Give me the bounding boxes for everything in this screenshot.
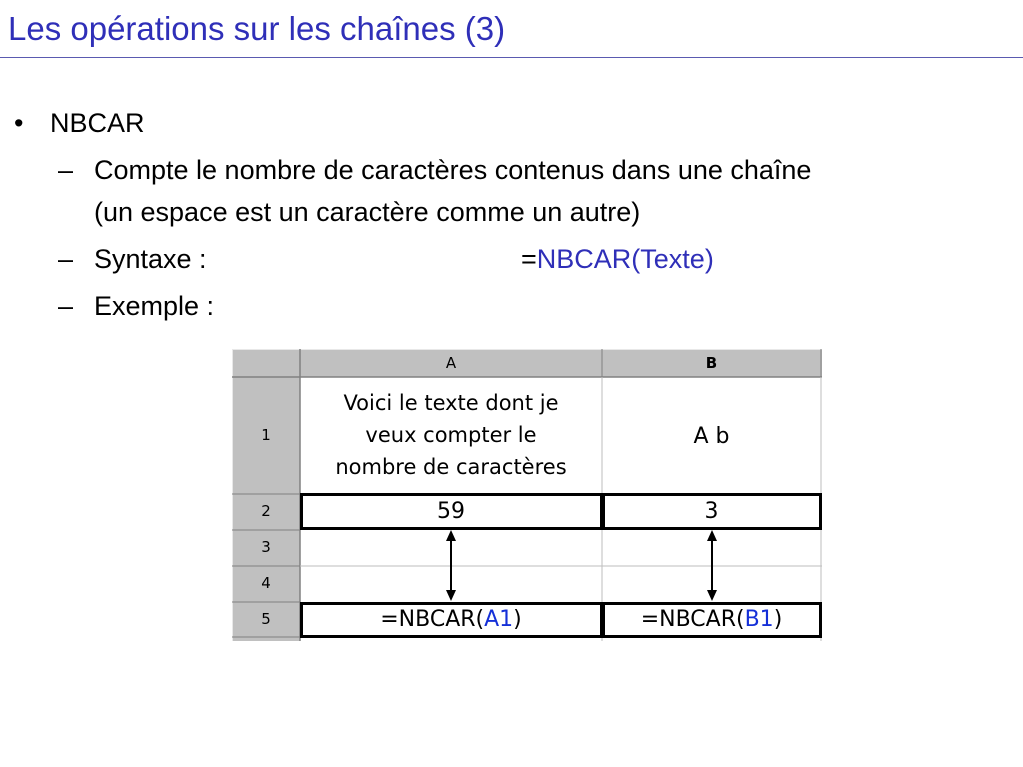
row-header-4[interactable]: 4 bbox=[261, 574, 271, 592]
title-divider bbox=[0, 57, 1023, 58]
syntax-formula bbox=[521, 246, 714, 273]
cell-a5 bbox=[300, 609, 602, 631]
formula-reference: A1 bbox=[484, 607, 514, 632]
arrow-up-icon bbox=[707, 530, 717, 541]
column-header-b[interactable]: B bbox=[705, 354, 718, 372]
row-header-1[interactable]: 1 bbox=[261, 426, 271, 444]
formula-reference: B1 bbox=[744, 607, 774, 632]
arrow-down-icon bbox=[707, 590, 717, 601]
dash-marker: – bbox=[58, 244, 74, 274]
row-header-3[interactable]: 3 bbox=[261, 538, 271, 556]
syntax-label: Syntaxe : bbox=[94, 244, 207, 274]
formula-suffix: ) bbox=[513, 607, 522, 632]
example-label: Exemple : bbox=[94, 291, 215, 321]
row-header-bar bbox=[232, 349, 300, 641]
cell-a1-line-2: veux compter le bbox=[365, 423, 537, 447]
cell-b1: A b bbox=[693, 424, 730, 449]
spreadsheet-example bbox=[232, 349, 822, 641]
syntax-equals: = bbox=[521, 244, 537, 274]
description-line-1: Compte le nombre de caractères contenus dans une chaîne bbox=[94, 155, 812, 185]
arrow-down-icon bbox=[446, 590, 456, 601]
description-line-2: (un espace est un caractère comme un autre) bbox=[94, 197, 641, 227]
bullet-marker: • bbox=[14, 108, 24, 138]
row-header-2[interactable]: 2 bbox=[261, 502, 271, 520]
formula-prefix: =NBCAR( bbox=[380, 607, 485, 632]
row-header-5[interactable]: 5 bbox=[261, 610, 271, 628]
slide-title: Les opérations sur les chaînes (3) bbox=[8, 10, 506, 47]
syntax-function: NBCAR(Texte) bbox=[536, 244, 714, 274]
dash-marker: – bbox=[58, 155, 74, 185]
formula-prefix: =NBCAR( bbox=[640, 607, 745, 632]
cell-b5 bbox=[602, 609, 821, 631]
arrow-up-icon bbox=[446, 530, 456, 541]
column-header-a[interactable]: A bbox=[445, 354, 457, 372]
cell-a1-line-1: Voici le texte dont je bbox=[343, 391, 559, 415]
dash-marker: – bbox=[58, 291, 74, 321]
formula-suffix: ) bbox=[773, 607, 783, 632]
cell-a2: 59 bbox=[437, 499, 465, 524]
bullet-nbcar: NBCAR bbox=[50, 108, 145, 138]
cell-b2: 3 bbox=[704, 499, 719, 524]
cell-a1-line-3: nombre de caractères bbox=[335, 455, 567, 479]
